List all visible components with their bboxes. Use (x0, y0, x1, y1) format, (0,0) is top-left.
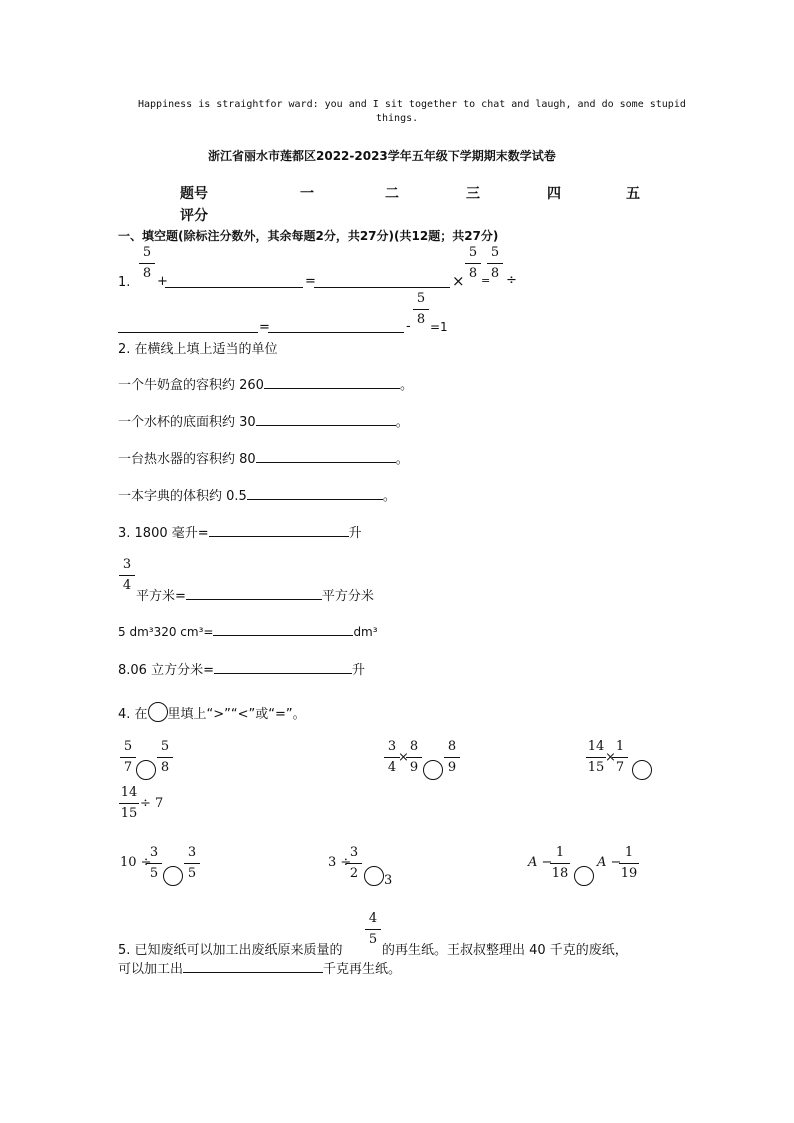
frac-5-8 (156, 740, 174, 776)
q1-div: ÷ (506, 273, 517, 288)
denominator: 8 (142, 266, 152, 281)
q2-item-1 (118, 374, 413, 393)
column-2: 二 (385, 186, 399, 202)
fraction-bar (119, 575, 135, 576)
item-end: 。 (395, 452, 409, 467)
motto-line-2: things. (376, 113, 419, 124)
q1-blank-4[interactable] (268, 320, 404, 333)
denominator: 8 (490, 266, 500, 281)
frac-5-7 (119, 740, 137, 776)
denominator: 15 (587, 760, 605, 775)
frac-3-5-a (145, 846, 163, 882)
q5-text-2: 的再生纸。王叔叔整理出 40 千克的废纸， (382, 943, 628, 958)
q1-fraction-5-8-b (464, 246, 482, 282)
denominator: 19 (620, 866, 638, 881)
q3-fraction-3-4 (118, 558, 136, 594)
q2-blank-4[interactable] (247, 487, 383, 500)
fraction-bar (119, 803, 139, 804)
denominator: 4 (122, 578, 132, 593)
numerator: 4 (368, 911, 378, 926)
q2-blank-2[interactable] (256, 413, 396, 426)
numerator: 1 (555, 845, 565, 860)
prefix: 可以加工出 (118, 962, 184, 977)
denominator: 4 (387, 760, 397, 775)
numerator: 5 (468, 245, 478, 260)
compare-circle-2[interactable] (423, 760, 443, 780)
frac-1-7 (611, 740, 629, 776)
q2-blank-1[interactable] (264, 376, 400, 389)
item-text: 一本字典的体积约 0.5 (118, 489, 247, 504)
row-label-question-number: 题号 (180, 186, 208, 202)
suffix: 升 (351, 663, 365, 678)
denominator: 7 (123, 760, 133, 775)
denominator: 15 (120, 806, 138, 821)
q1-blank-1[interactable] (165, 275, 303, 288)
q1-minus: - (406, 319, 411, 334)
frac-14-15-b (118, 786, 140, 822)
q1-end: =1 (430, 320, 448, 334)
item-end: 。 (399, 378, 413, 393)
q2-item-2 (118, 411, 409, 430)
compare-circle-6[interactable] (574, 866, 594, 886)
numerator: 8 (447, 739, 457, 754)
compare-circle-4[interactable] (163, 866, 183, 886)
fraction-bar (120, 757, 136, 758)
q4-title (118, 702, 306, 722)
q3-line-2 (136, 585, 374, 604)
fraction-bar (157, 757, 173, 758)
q3-blank-1[interactable] (209, 524, 349, 537)
q1-plus: + (157, 274, 168, 289)
item-text: 一台热水器的容积约 80 (118, 452, 256, 467)
denominator: 8 (468, 266, 478, 281)
numerator: 3 (387, 739, 397, 754)
q2-item-3 (118, 448, 409, 467)
fraction-bar (619, 863, 639, 864)
compare-circle-3[interactable] (632, 760, 652, 780)
q2-blank-3[interactable] (256, 450, 396, 463)
fraction-bar (612, 757, 628, 758)
circle-sample (148, 702, 168, 722)
a-minus-2: A − (597, 855, 622, 870)
suffix: 千克再生纸。 (323, 962, 402, 977)
q2-item-4 (118, 485, 396, 504)
compare-circle-1[interactable] (136, 760, 156, 780)
column-4: 四 (547, 186, 561, 202)
denominator: 18 (551, 866, 569, 881)
prefix: 3. 1800 毫升= (118, 526, 209, 541)
fraction-bar (586, 757, 606, 758)
exam-title: 浙江省丽水市莲都区2022-2023学年五年级下学期期末数学试卷 (208, 149, 556, 163)
numerator: 8 (409, 739, 419, 754)
tail-3: 3 (384, 873, 393, 888)
q3-line-3 (118, 623, 378, 639)
fraction-bar (139, 263, 155, 264)
q1-blank-3[interactable] (118, 320, 258, 333)
numerator: 14 (120, 785, 138, 800)
item-text: 一个牛奶盒的容积约 260 (118, 378, 264, 393)
item-end: 。 (382, 489, 396, 504)
denominator: 9 (409, 760, 419, 775)
column-1: 一 (300, 186, 314, 202)
fraction-bar (550, 863, 570, 864)
q5-text-1: 5. 已知废纸可以加工出废纸原来质量的 (118, 943, 343, 958)
q1-times: × (452, 272, 465, 290)
item-end: 。 (395, 415, 409, 430)
numerator: 3 (149, 845, 159, 860)
denominator: 7 (615, 760, 625, 775)
compare-circle-5[interactable] (364, 866, 384, 886)
numerator: 5 (123, 739, 133, 754)
q1-fraction-5-8-d (412, 292, 430, 328)
numerator: 14 (587, 739, 605, 754)
fraction-bar (146, 863, 162, 864)
frac-8-9-b (443, 740, 461, 776)
q3-line-1 (118, 522, 362, 541)
q1-eq-3: = (259, 320, 270, 335)
a-minus-1: A − (528, 855, 553, 870)
denominator: 8 (416, 312, 426, 327)
suffix: 里填上“>”“<”或“=”。 (167, 707, 306, 722)
div-7: ÷ 7 (140, 796, 164, 811)
column-5: 五 (626, 186, 640, 202)
fraction-bar (487, 263, 503, 264)
numerator: 3 (349, 845, 359, 860)
times-sign: × (398, 750, 409, 765)
q1-fraction-5-8-c (486, 246, 504, 282)
section-1-heading: 一、填空题(除标注分数外，其余每题2分，共27分)(共12题；共27分) (118, 229, 499, 243)
denominator: 2 (349, 866, 359, 881)
q1-blank-2[interactable] (314, 275, 450, 288)
prefix: 4. 在 (118, 707, 148, 722)
q5-blank[interactable] (183, 960, 323, 973)
denominator: 5 (187, 866, 197, 881)
fraction-bar (346, 863, 362, 864)
q1-eq-2: = (481, 274, 491, 287)
numerator: 1 (624, 845, 634, 860)
numerator: 5 (490, 245, 500, 260)
frac-14-15-a (585, 740, 607, 776)
times-sign-2: × (605, 750, 616, 765)
prefix: 5 dm³320 cm³= (118, 625, 214, 639)
q5-line-2 (118, 958, 401, 977)
numerator: 5 (142, 245, 152, 260)
q1-fraction-5-8-a (138, 246, 156, 282)
numerator: 5 (160, 739, 170, 754)
frac-1-18 (549, 846, 571, 882)
fraction-bar (365, 929, 381, 930)
denominator: 8 (160, 760, 170, 775)
q3-line-4 (118, 659, 365, 678)
frac-1-19 (618, 846, 640, 882)
fraction-bar (413, 309, 429, 310)
suffix: dm³ (353, 625, 378, 639)
prefix: 8.06 立方分米= (118, 663, 214, 678)
fraction-bar (444, 757, 460, 758)
q5-fraction-4-5 (364, 912, 382, 948)
denominator: 5 (149, 866, 159, 881)
q3-blank-4[interactable] (214, 661, 352, 674)
numerator: 1 (615, 739, 625, 754)
frac-3-5-b (183, 846, 201, 882)
item-text: 一个水杯的底面积约 30 (118, 415, 256, 430)
suffix: 升 (348, 526, 362, 541)
numerator: 3 (122, 557, 132, 572)
fraction-bar (184, 863, 200, 864)
fraction-bar (406, 757, 422, 758)
suffix: 平方分米 (321, 589, 374, 604)
denominator: 5 (368, 932, 378, 947)
prefix: 平方米= (136, 589, 186, 604)
row-label-score: 评分 (180, 208, 208, 224)
q1-number: 1. (118, 275, 131, 290)
q1-eq: = (305, 274, 316, 289)
column-3: 三 (466, 186, 480, 202)
denominator: 9 (447, 760, 457, 775)
q3-blank-3[interactable] (213, 623, 353, 636)
frac-8-9-a (405, 740, 423, 776)
numerator: 5 (416, 291, 426, 306)
numerator: 3 (187, 845, 197, 860)
ten-div: 10 ÷ (120, 855, 152, 870)
q3-blank-2[interactable] (186, 587, 322, 600)
frac-3-2 (345, 846, 363, 882)
motto-line-1: Happiness is straightfor ward: you and I sit together to chat and laugh, and do some stupid (138, 99, 686, 110)
q2-title: 2. 在横线上填上适当的单位 (118, 342, 278, 357)
fraction-bar (465, 263, 481, 264)
three-div: 3 ÷ (328, 855, 352, 870)
